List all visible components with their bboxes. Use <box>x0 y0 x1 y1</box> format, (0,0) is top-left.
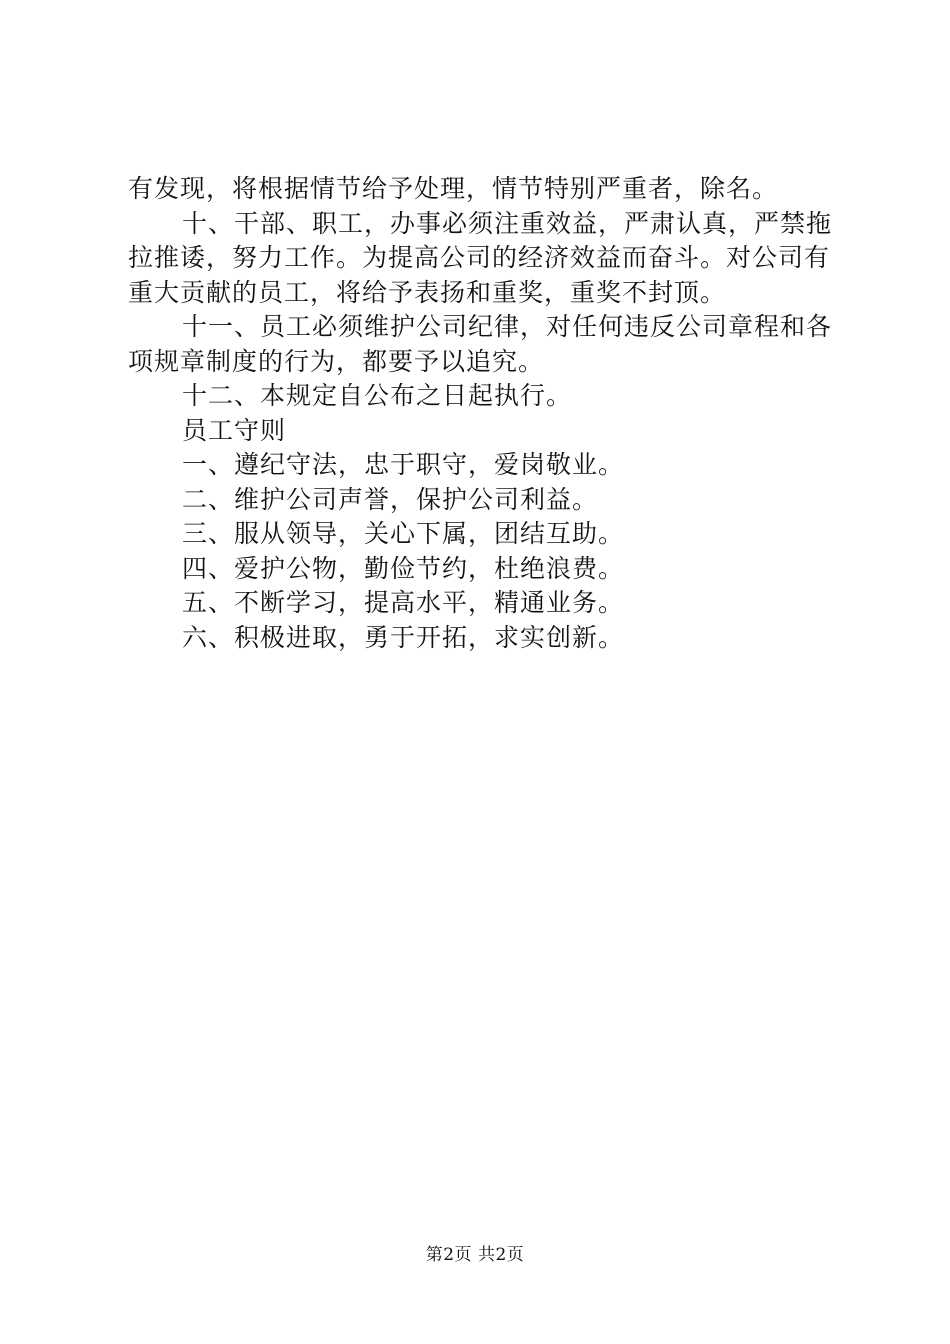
code-item-3: 三、服从领导，关心下属，团结互助。 <box>182 519 625 548</box>
paragraph-rule-10: 十、干部、职工，办事必须注重效益，严肃认真，严禁拖拉推诿，努力工作。为提高公司的经济效益而奋斗。对公司有重大贡献的员工，将给予表扬和重奖，重奖不封顶。 <box>128 208 833 307</box>
code-item-6: 六、积极进取，勇于开拓，求实创新。 <box>182 622 625 652</box>
paragraph-rule-12: 十二、本规定自公布之日起执行。 <box>182 381 573 410</box>
code-item-1: 一、遵纪守法，忠于职守，爱岗敬业。 <box>182 450 625 479</box>
code-item-2: 二、维护公司声誉，保护公司利益。 <box>182 484 599 514</box>
paragraph-continuation: 有发现，将根据情节给予处理，情节特别严重者，除名。 <box>128 174 779 203</box>
document-body <box>128 172 832 655</box>
code-item-4: 四、爱护公物，勤俭节约，杜绝浪费。 <box>182 553 625 583</box>
page-number-footer: 第2页 共2页 <box>425 1245 525 1265</box>
code-item-5: 五、不断学习，提高水平，精通业务。 <box>182 588 625 617</box>
paragraph-rule-11: 十一、员工必须维护公司纪律，对任何违反公司章程和各项规章制度的行为，都要予以追究。 <box>128 312 833 376</box>
section-heading-employee-code: 员工守则 <box>182 415 287 445</box>
